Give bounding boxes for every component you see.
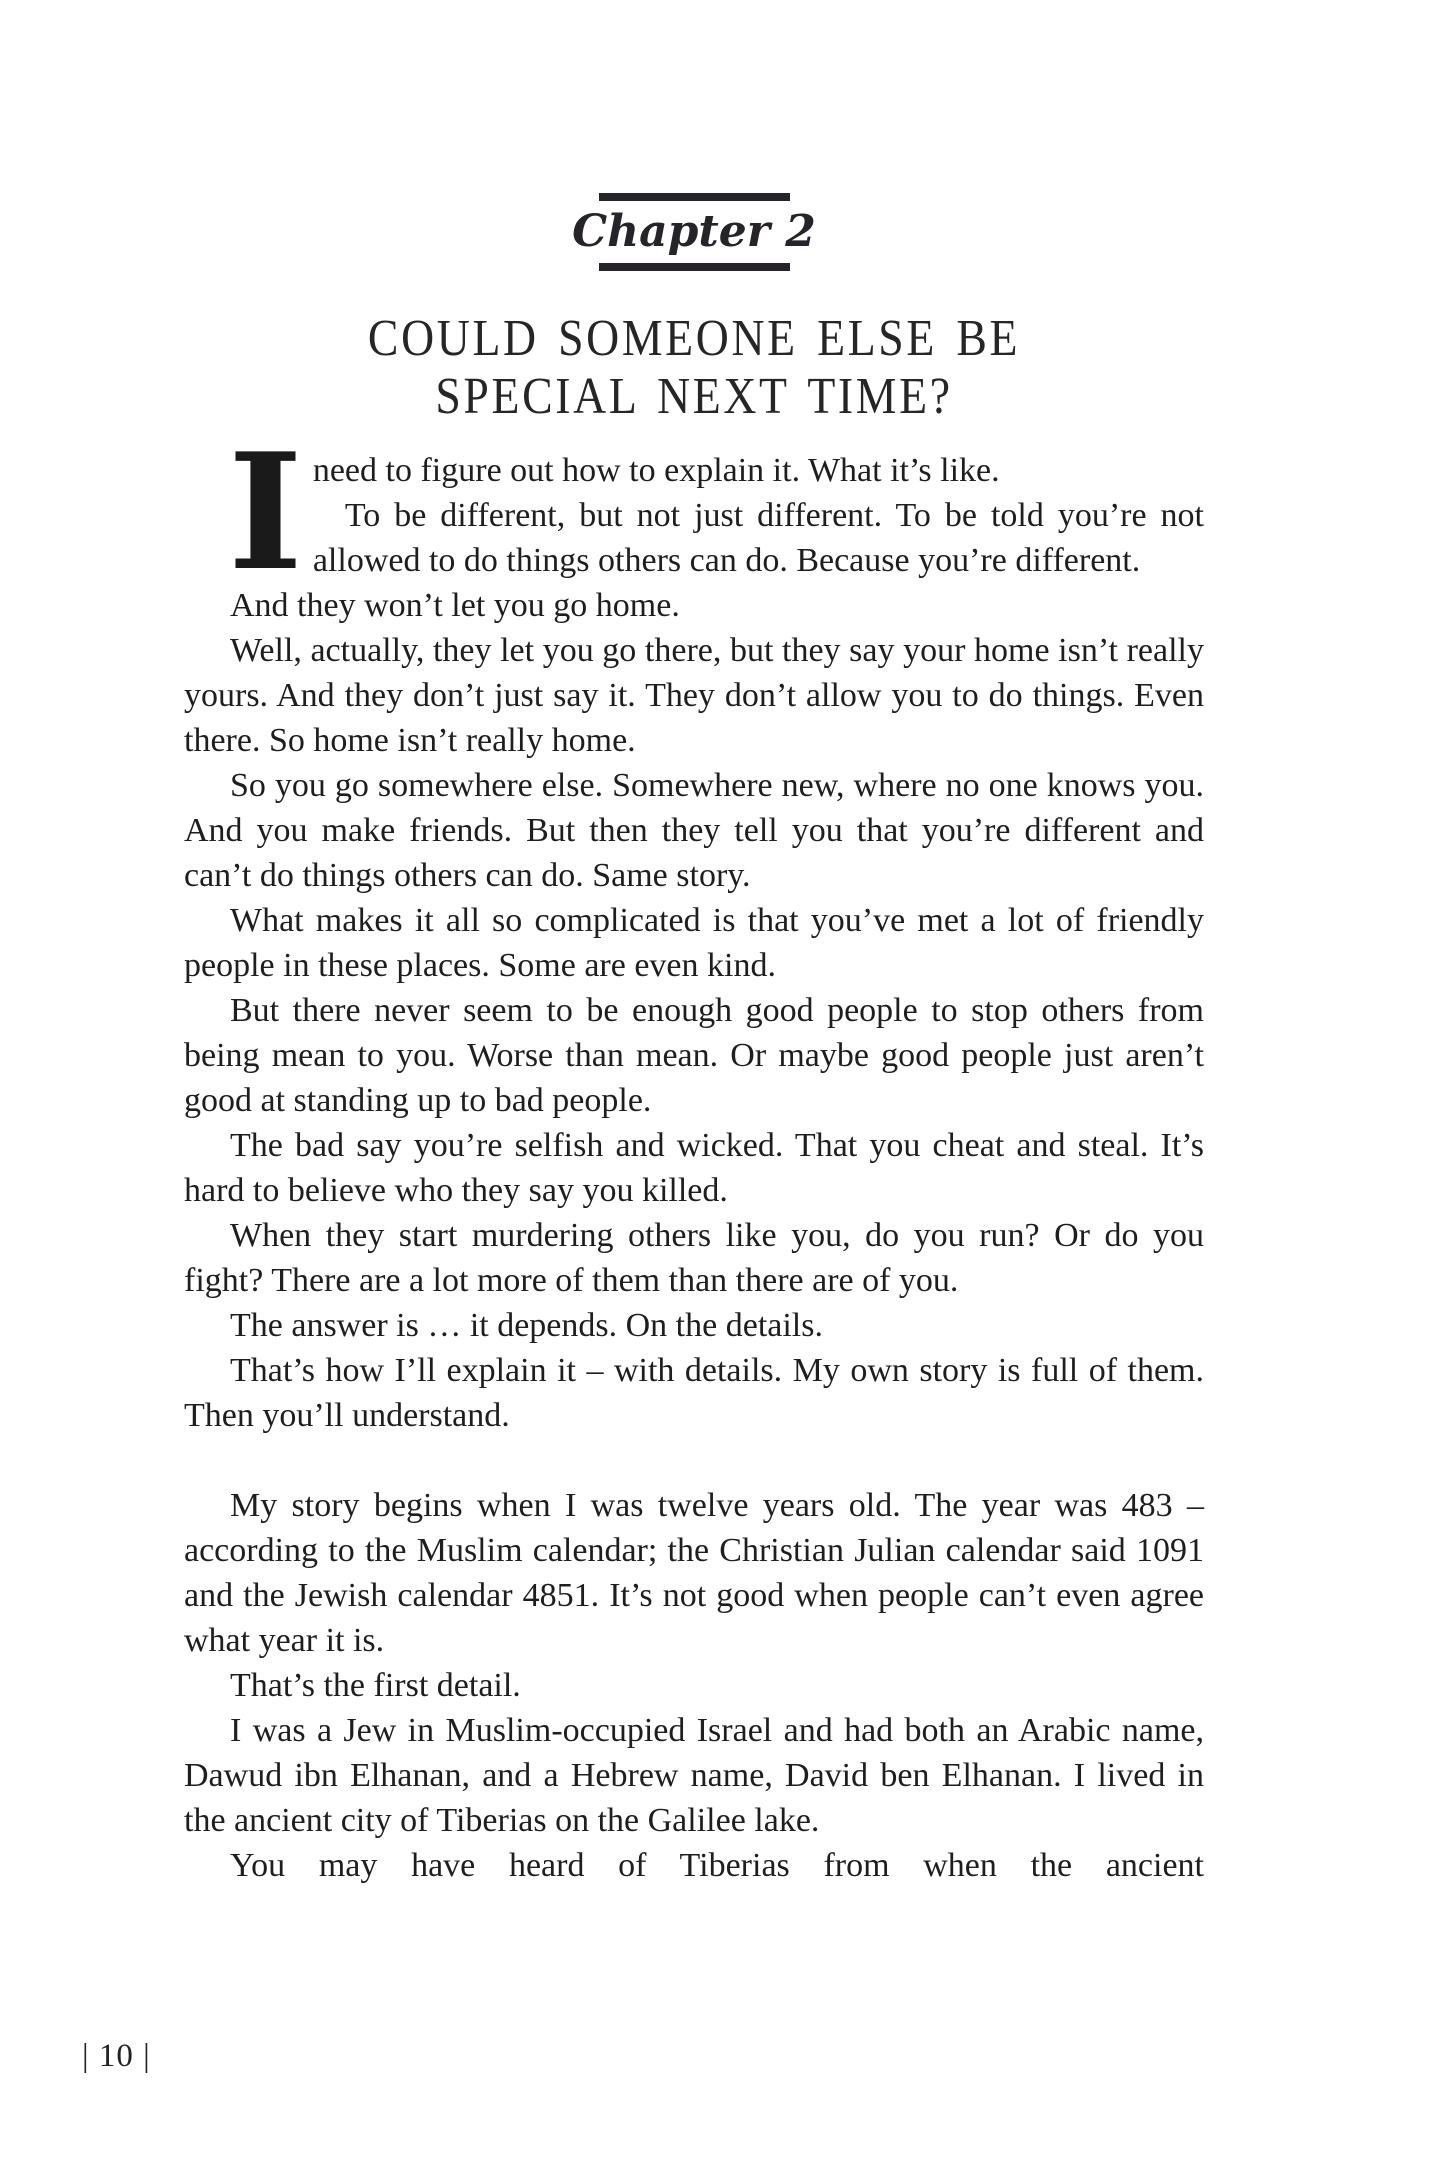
chapter-title [245,310,1143,426]
paragraph: The answer is … it depends. On the details. [230,1307,823,1344]
chapter-rule-bottom [599,263,790,271]
paragraph: You may have heard of Tiberias from when the ancient [230,1847,1204,1884]
text-column [184,418,1204,1888]
chapter-label: Chapter 2 [572,206,816,257]
page-number: | 10 | [82,2038,151,2074]
paragraph: When they start murdering others like you, do you run? Or do you fight? There are a lot more of them than there are of you. [184,1217,1204,1299]
chapter-header [184,193,1204,271]
paragraph: But there never seem to be enough good people to stop others from being mean to you. Worse than mean. Or maybe good people just aren’t good at standing up to bad people. [184,992,1204,1119]
chapter-rule-top [599,193,790,201]
paragraph: To be different, but not just different. To be told you’re not allowed to do things others can do. Because you’re different. [312,497,1204,579]
paragraph: The bad say you’re selfish and wicked. That you cheat and steal. It’s hard to believe who they say you killed. [184,1127,1204,1209]
paragraph: need to figure out how to explain it. What it’s like. [312,452,1000,489]
paragraph: That’s how I’ll explain it – with details. My own story is full of them. Then you’ll understand. [184,1352,1204,1434]
paragraph: I was a Jew in Muslim-occupied Israel and had both an Arabic name, Dawud ibn Elhanan, and a Hebrew name, David ben Elhanan. I lived in the ancient city of Tiberias on the Galilee lake. [184,1712,1204,1839]
paragraph: Well, actually, they let you go there, but they say your home isn’t really yours. And they don’t just say it. They don’t allow you to do things. Even there. So home isn’t really home. [184,632,1204,759]
paragraph: So you go somewhere else. Somewhere new, where no one knows you. And you make friends. But then they tell you that you’re different and can’t do things others can do. Same story. [184,767,1204,894]
paragraph: And they won’t let you go home. [230,587,680,624]
chapter-title-line-2: SPECIAL NEXT TIME? [435,368,953,425]
chapter-title-line-1: COULD SOMEONE ELSE BE [367,310,1021,367]
paragraph: My story begins when I was twelve years old. The year was 483 – according to the Muslim calendar; the Christian Julian calendar said 1091 and the Jewish calendar 4851. It’s not good when people can’t even agree what year it is. [184,1487,1204,1659]
paragraph: That’s the first detail. [230,1667,521,1704]
drop-cap: I [228,418,303,606]
paragraph: What makes it all so complicated is that you’ve met a lot of friendly people in these places. Some are even kind. [184,902,1204,984]
